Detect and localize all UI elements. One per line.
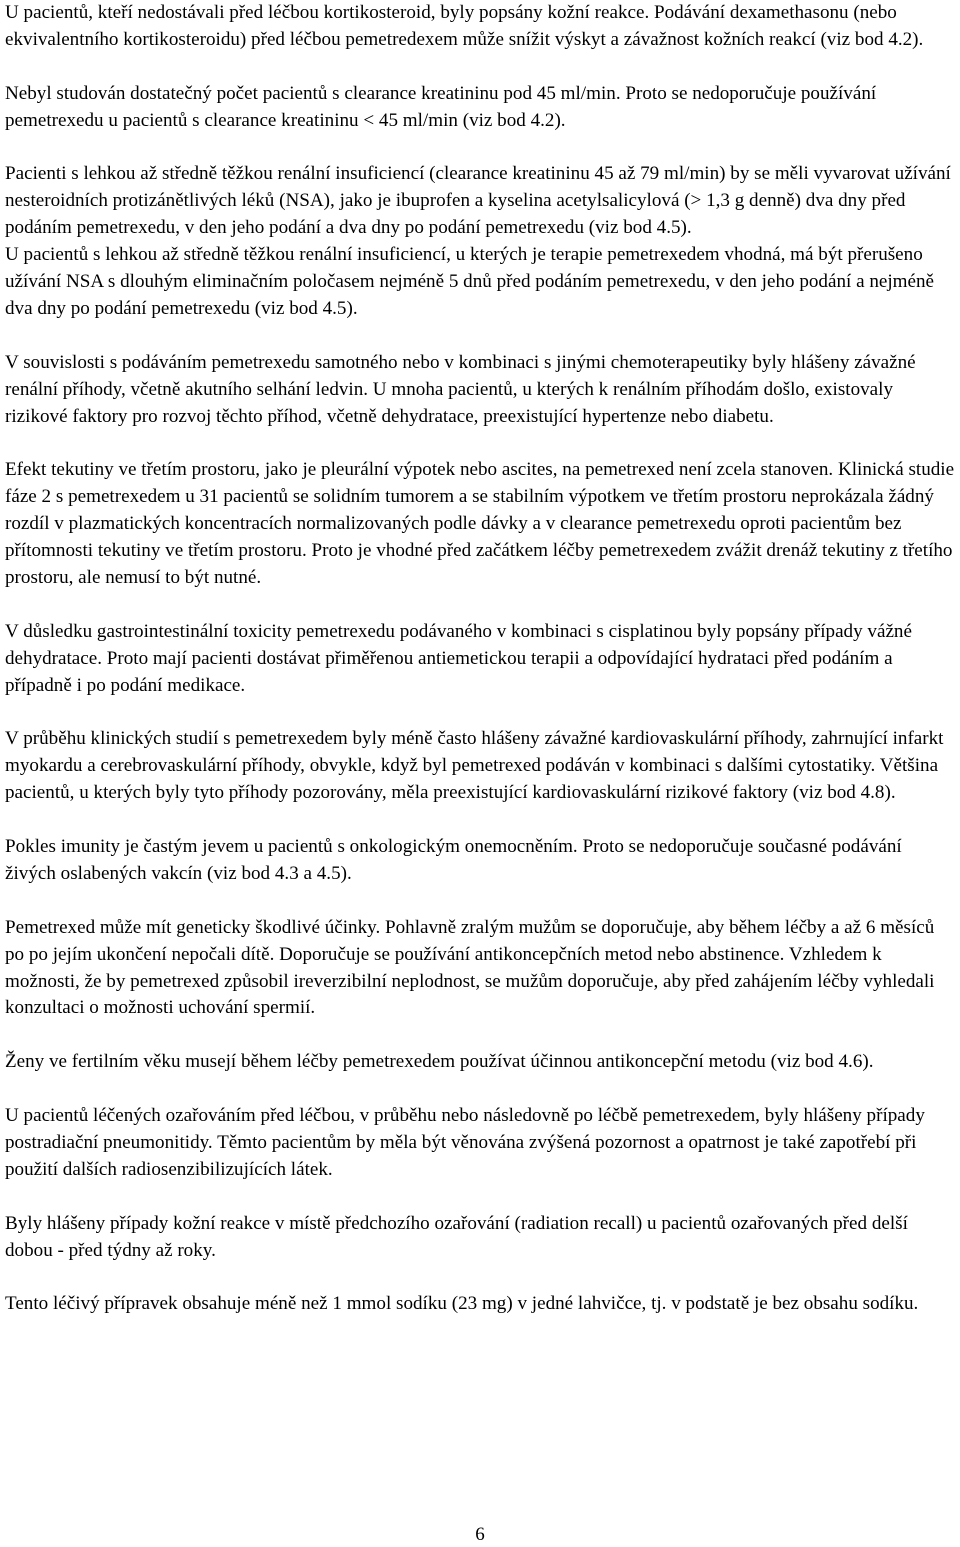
paragraph-cardiovascular-events: V průběhu klinických studií s pemetrexedem byly méně často hlášeny závažné kardiovaskulární příhody, zahrnující infarkt myokardu a cerebrovaskulární příhody, obvykle, když byl pemetrexed podáván v kombinaci s dalšími cytostatiky. Většina pacientů, u kterých byly tyto příhody pozorovány, měla preexistující kardiovaskulární rizikové faktory (viz bod 4.8). xyxy=(5,728,944,804)
document-page xyxy=(5,0,955,1318)
paragraph-creatinine-clearance: Nebyl studován dostatečný počet pacientů s clearance kreatininu pod 45 ml/min. Proto se nedoporučuje používání pemetrexedu u pacientů s clearance kreatininu < 45 ml/min (viz bod 4.2). xyxy=(5,82,877,131)
paragraph-dehydration: V důsledku gastrointestinální toxicity pemetrexedu podávaného v kombinaci s cisplatinou byly popsány případy vážné dehydratace. Proto mají pacienti dostávat přiměřenou antiemetickou terapii a odpovídající hydrataci před podáním a případně i po podání medikace. xyxy=(5,620,912,696)
paragraph-radiation-recall: Byly hlášeny případy kožní reakce v místě předchozího ozařování (radiation recall) u pacientů ozařovaných před delší dobou - před týdny až roky. xyxy=(5,1212,908,1261)
paragraph-third-space-fluid: Efekt tekutiny ve třetím prostoru, jako je pleurální výpotek nebo ascites, na pemetrexed není zcela stanoven. Klinická studie fáze 2 s pemetrexedem u 31 pacientů se solidním tumorem a se stabilním výpotkem ve třetím prostoru neprokázala žádný rozdíl v plazmatických koncentracích normalizovaných podle dávky a v clearance pemetrexedu oproti pacientům bez přítomnosti tekutiny ve třetím prostoru. Proto je vhodné před začátkem léčby pemetrexedem zvážit drenáž tekutiny z třetího prostoru, ale nemusí to být nutné. xyxy=(5,459,955,588)
paragraph-nsaid-long-half-life: U pacientů s lehkou až středně těžkou renální insuficiencí, u kterých je terapie pemetrexedem vhodná, má být přerušeno užívání NSA s dlouhým eliminačním poločasem nejméně 5 dnů před podáním pemetrexedu, v den jeho podání a nejméně dva dny po podání pemetrexedu (viz bod 4.5). xyxy=(5,244,934,319)
paragraph-renal-insufficiency-nsaid: Pacienti s lehkou až středně těžkou renální insuficiencí (clearance kreatininu 45 až 79 ml/min) by se měli vyvarovat užívání nesteroidních protizánětlivých léků (NSA), jako je ibuprofen a kyselina acetylsalicylová (> 1,3 g denně) dva dny před podáním pemetrexedu, v den jeho podání a dva dny po podání pemetrexedu (viz bod 4.5). xyxy=(5,163,951,239)
paragraph-skin-reactions: U pacientů, kteří nedostávali před léčbou kortikosteroid, byly popsány kožní reakce. Podávání dexamethasonu (nebo ekvivalentního kortikosteroidu) před léčbou pemetredexem může snížit výskyt a závažnost kožních reakcí (viz bod 4.2). xyxy=(5,2,924,50)
paragraph-genetic-effects: Pemetrexed může mít geneticky škodlivé účinky. Pohlavně zralým mužům se doporučuje, aby během léčby a až 6 měsíců po po jejím ukončení nepočali dítě. Doporučuje se používání antikoncepčních metod nebo abstinence. Vzhledem k možnosti, že by pemetrexed způsobil ireverzibilní neplodnost, se mužům doporučuje, aby před zahájením léčby vyhledali konzultaci o možnosti uchování spermií. xyxy=(5,916,935,1019)
paragraph-sodium-content: Tento léčivý přípravek obsahuje méně než 1 mmol sodíku (23 mg) v jedné lahvičce, tj. v podstatě je bez obsahu sodíku. xyxy=(5,1293,919,1315)
paragraph-immunity-vaccines: Pokles imunity je častým jevem u pacientů s onkologickým onemocněním. Proto se nedoporučuje současné podávání živých oslabených vakcín (viz bod 4.3 a 4.5). xyxy=(5,835,902,884)
page-number: 6 xyxy=(475,1524,485,1545)
paragraph-radiation-pneumonitis: U pacientů léčených ozařováním před léčbou, v průběhu nebo následovně po léčbě pemetrexedem, byly hlášeny případy postradiační pneumonitidy. Těmto pacientům by měla být věnována zvýšená pozornost a opatrnost je také zapotřebí při použití dalších radiosenzibilizujících látek. xyxy=(5,1105,925,1180)
paragraph-renal-events: V souvislosti s podáváním pemetrexedu samotného nebo v kombinaci s jinými chemoterapeutiky byly hlášeny závažné renální příhody, včetně akutního selhání ledvin. U mnoha pacientů, u kterých k renálním příhodám došlo, existovaly rizikové faktory pro rozvoj těchto příhod, včetně dehydratace, preexistující hypertenze nebo diabetu. xyxy=(5,351,916,427)
paragraph-contraception: Ženy ve fertilním věku musejí během léčby pemetrexedem používat účinnou antikoncepční metodu (viz bod 4.6). xyxy=(5,1051,874,1073)
